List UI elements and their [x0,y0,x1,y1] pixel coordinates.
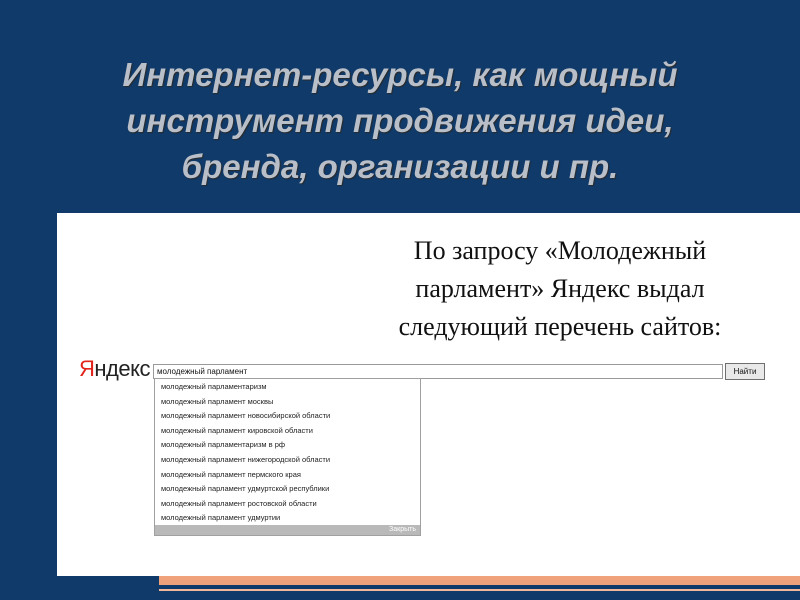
suggestion-footer [155,525,420,535]
suggestion-item[interactable]: молодежный парламент новосибирской области [161,411,331,421]
suggestion-dropdown [154,378,421,536]
suggestion-item[interactable]: молодежный парламент москвы [161,396,274,406]
suggestion-item[interactable]: молодежный парламент пермского края [161,469,301,479]
search-button[interactable]: Найти [725,363,765,380]
yandex-logo [79,356,150,382]
suggestion-item[interactable]: молодежный парламентаризм [161,382,267,391]
logo-first-letter: Я [79,356,95,381]
slide-title [20,52,780,190]
caption-line: следующий перечень сайтов: [398,312,722,341]
caption-line: парламент» Яндекс выдал [415,274,705,303]
title-line: инструмент продвижения идеи, [126,102,674,139]
accent-divider [159,576,800,585]
logo-rest: ндекс [94,356,150,381]
search-input[interactable]: молодежный парламент [153,364,723,379]
suggestion-item[interactable]: молодежный парламент кировской области [161,425,313,435]
suggestion-item[interactable]: молодежный парламент нижегородской области [161,454,331,464]
title-line: бренда, организации и пр. [181,148,619,185]
title-line: Интернет-ресурсы, как мощный [122,56,678,93]
suggestion-item[interactable]: молодежный парламент удмуртии [161,513,281,523]
close-suggestions-link[interactable]: Закрыть [389,526,416,533]
suggestion-item[interactable]: молодежный парламентаризм в рф [161,440,286,450]
caption-line: По запросу «Молодежный [413,236,707,265]
accent-divider-thin [159,589,800,591]
suggestion-item[interactable]: молодежный парламент удмуртской республики [161,484,330,494]
suggestion-item[interactable]: молодежный парламент ростовской области [161,498,317,508]
caption-text [340,232,780,346]
